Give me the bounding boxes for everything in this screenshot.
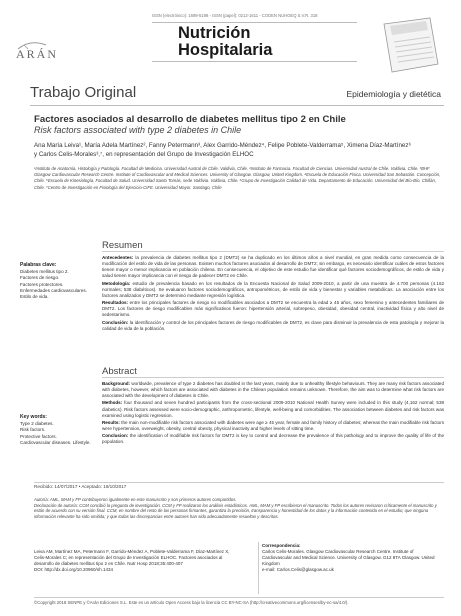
article-title: Factores asociados al desarrollo de diabetes mellitus tipo 2 en Chile <box>34 114 346 125</box>
correspondence-email[interactable]: e-mail: Carlos.Celis@glasgow.ac.uk <box>262 567 334 573</box>
abstract-body <box>102 381 444 447</box>
text-methods: four thousand and seven hundred participants from the cross-sectional 2009-2010 National Health Survey were included in this study (4,162 normal; 538 diabetics). Risk factors assessed were socio-demographic, anthropometric, lifestyle, well-being and comorbidities. The association between diabetes and risk factors was examined using logistic regression. <box>102 400 445 418</box>
palabras-clave-title: Palabras clave: <box>20 262 57 268</box>
authors <box>34 142 442 159</box>
key-words-item: Risk factors. <box>20 427 46 433</box>
footer-divider <box>34 597 444 598</box>
article-type: Trabajo Original <box>30 84 137 101</box>
correspondence-block <box>262 543 442 573</box>
text-conclusion: la identificación y control de los principales factores de riesgo modificables de DMT2, es clave para disminuir la prevalencia de esta patología y mejorar la calidad de vida de la población. <box>102 319 444 331</box>
text-results: the main non-modifiable risk factors associated with diabetes were age ≥ 45 year, female and family history of diabetes; whereas the main modifiable risk factors were hypertension, overweight, obesity, central obesity, physical inactivity and higher levels of sitting time. <box>102 419 445 432</box>
received-accepted-dates: Recibido: 14/07/2017 • Aceptado: 18/10/2017 <box>34 484 127 489</box>
label-resultados: Resultados: <box>102 300 129 306</box>
resumen-divider <box>102 251 444 252</box>
palabras-clave-item: Enfermedades cardiovasculares. <box>20 287 87 293</box>
copyright-footer: ©Copyright 2018 SENPE y ©Arán Ediciones S.L. Este es un artículo Open Access bajo la licencia CC BY-NC-SA (http://creativecommons.org/licenses/by-nc-sa/4.0/). <box>34 600 349 605</box>
text-background: worldwide, prevalence of type 2 diabetes has doubled in the last years, mainly due to unhealthy lifestyle behaviours. They are many risk factors associated with diabetes, however, which factors are associated with diabetes in the Chilean population remains unknown. Therefore, the aim was to determine what risk factors are associated with the development of diabetes in Chile. <box>102 381 444 399</box>
journal-title-line1: Nutrición <box>178 24 251 42</box>
label-metodologia: Metodología: <box>102 280 131 286</box>
label-conclusion: Conclusión: <box>102 319 129 325</box>
label-conclusion-en: Conclusion: <box>102 433 129 439</box>
abstract-results <box>102 420 444 432</box>
abstract-methods <box>102 400 444 418</box>
palabras-clave-item: Factores de riesgo. <box>20 275 60 281</box>
issn-line: ISSN (electrónico): 1699-5198 - ISSN (papel): 0212-1611 - CODEN NUHOEQ S.V.R. 318 <box>152 13 318 18</box>
correspondence-text: Carlos Celis-Morales. Glasgow Cardiovascular Research Centre. Institute of Cardiovascular and Medical Science. University of Glasgow. G12 8TA Glasgow. United Kingdom <box>262 549 435 567</box>
journal-cover-icon <box>376 16 446 76</box>
text-metodologia: estudio de prevalencia basado en los resultados de la Encuesta Nacional de Salud 2009-2010, a partir de una muestra de 4.700 personas (4.162 normales; 538 diabéticos). Se evaluaron factores sociodemográficos, antropométricos, de estilo de vida y bienestar y variables metabólicas. La asociación entre los factores analizados y DMT2 se determinó mediante regresión logística. <box>102 280 444 298</box>
correspondence-divider <box>258 542 259 594</box>
authorship-declaration: Declaración de autoría: CCM concibió la pregunta de investigación. CCM y FP realizaron los análisis estadísticos. AML, MAM y FP escribieron el manuscrito. Todos los autores revisaron críticamente el manuscrito y están de acuerdo con su versión final. CCM, en nombre del resto de las personas firmantes, garantiza la precisión, transparencia y honestidad de los datos y la información contenida en el estudio; que ninguna información relevante ha sido omitida; y que todas las discrepancias entre autores han sido adecuadamente resueltas y descritas. <box>34 502 437 520</box>
key-words-item: Type 2 diabetes. <box>20 421 54 427</box>
authors-line-2: y Carlos Celis-Morales³,⁷, en representación del Grupo de Investigación ELHOC <box>34 150 254 158</box>
key-words-item: Protective factors. <box>20 433 57 439</box>
resumen-antecedentes <box>102 255 444 280</box>
article-category: Epidemiología y dietética <box>346 89 441 99</box>
journal-title <box>178 25 272 59</box>
label-background: Background: <box>102 381 131 386</box>
label-methods: Methods: <box>102 400 123 406</box>
authorship-line: Autoría: AML, MAM y FP contribuyeron igualmente en este manuscrito y son primeros autores compartidos. <box>34 497 237 502</box>
affiliations: ¹Instituto de Anatomía, Histología y Patología. Facultad de Medicina. Universidad Austral de Chile. Valdivia, Chile. ²Instituto de Farmacia. Facultad de Ciencias. Universidad Austral de Chile. Valdivia, Chile. ³BHF Glasgow Cardiovascular Research Centre. Institute of Cardiovascular and Medical Sciences. University of Glasgow. Glasgow, United Kingdom. ⁴Escuela de Educación Física. Universidad San Sebastián. Concepción, Chile. ⁵Escuela de Kinesiología. Facultad de Salud. Universidad Santo Tomás, sede Valdivia. Valdivia, Chile. ⁶Grupo de Investigación Calidad de Vida. Departamento de Educación. Universidad del Bío-Bío. Chillán, Chile. ⁷Centro de Investigación en Fisiología del Ejercicio-CIFE. Universidad Mayor. Santiago, Chile <box>34 166 441 190</box>
text-antecedentes: la prevalencia de diabetes mellitus tipo 2 (DMT2) se ha duplicado en los últimos años a nivel mundial, en gran medida como consecuencia de la modificación del estilo de vida de las personas. Existen muchos factores asociados al desarrollo de DMT2; sin embargo, es necesario identificar cuáles de estos factores tienen mayor o menor implicancia en población chilena. En consecuencia, el objetivo de este estudio fue identificar qué factores sociodemográficos, de estilo de vida y salud tienen mayor implicancia con el riesgo de padecer DMT2 en Chile. <box>102 255 445 279</box>
text-resultados: entre los principales factores de riesgo no modificables asociados a DMT2 se encuentra la edad ≥ 45 años, sexo femenino y antecedentes familiares de DMT2. Los factores de riesgo modificables más significativos fueron: hipertensión arterial, sobrepeso, obesidad, obesidad central, inactividad física y alto nivel de sedentarismo. <box>102 300 444 318</box>
abstract-conclusion <box>102 433 444 445</box>
palabras-clave-item: Factores protectores. <box>20 281 64 287</box>
citation-text: Leiva AM, Martínez MA, Petermann F, Garrido-Méndez A, Poblete-Valderrama F, Díaz-Martínez X, Celis-Morales C; en representación del Grupo de Investigación ELHOC. Factores asociados al desarrollo de diabetes mellitus tipo 2 en Chile. Nutr Hosp 2018;35:400-407 <box>34 549 230 567</box>
label-results: Results: <box>102 419 120 425</box>
dates-divider <box>34 482 444 483</box>
key-words-item: Cardiovascular diseases. Lifestyle. <box>20 439 91 445</box>
key-words <box>20 414 92 446</box>
resumen-body <box>102 255 444 333</box>
palabras-clave-item: Estilo de vida. <box>20 294 49 300</box>
authorship-notes <box>34 497 442 520</box>
resumen-heading: Resumen <box>102 240 143 251</box>
label-antecedentes: Antecedentes: <box>102 255 134 260</box>
journal-title-line2: Hospitalaria <box>178 41 273 59</box>
abstract-background <box>102 381 444 399</box>
abstract-divider <box>102 377 444 378</box>
doi-link[interactable]: DOI: http://dx.doi.org/10.20960/nh.1434 <box>34 567 114 573</box>
key-words-title: Key words: <box>20 414 47 420</box>
correspondence-title: Correspondencia: <box>262 543 301 548</box>
citation-block <box>34 549 242 573</box>
authors-line-1: Ana María Leiva¹, María Adela Martínez², Fanny Petermann³, Alex Garrido-Méndez⁴, Felipe Poblete-Valderrama⁵, Ximena Díaz-Martínez⁶ <box>34 142 412 149</box>
resumen-resultados <box>102 300 444 318</box>
publisher-logo-text: ARÁN <box>16 47 59 61</box>
abstract-heading: Abstract <box>102 366 137 377</box>
palabras-clave-item: Diabetes mellitus tipo 2. <box>20 269 69 275</box>
resumen-conclusion <box>102 320 444 332</box>
resumen-metodologia <box>102 281 444 299</box>
text-conclusion-en: the identification of modifiable risk factors for DMT2 is key to control and decrease the prevalence of this pathology and to improve the quality of life of the population. <box>102 433 444 445</box>
palabras-clave <box>20 262 92 300</box>
article-subtitle: Risk factors associated with type 2 diabetes in Chile <box>34 125 242 135</box>
